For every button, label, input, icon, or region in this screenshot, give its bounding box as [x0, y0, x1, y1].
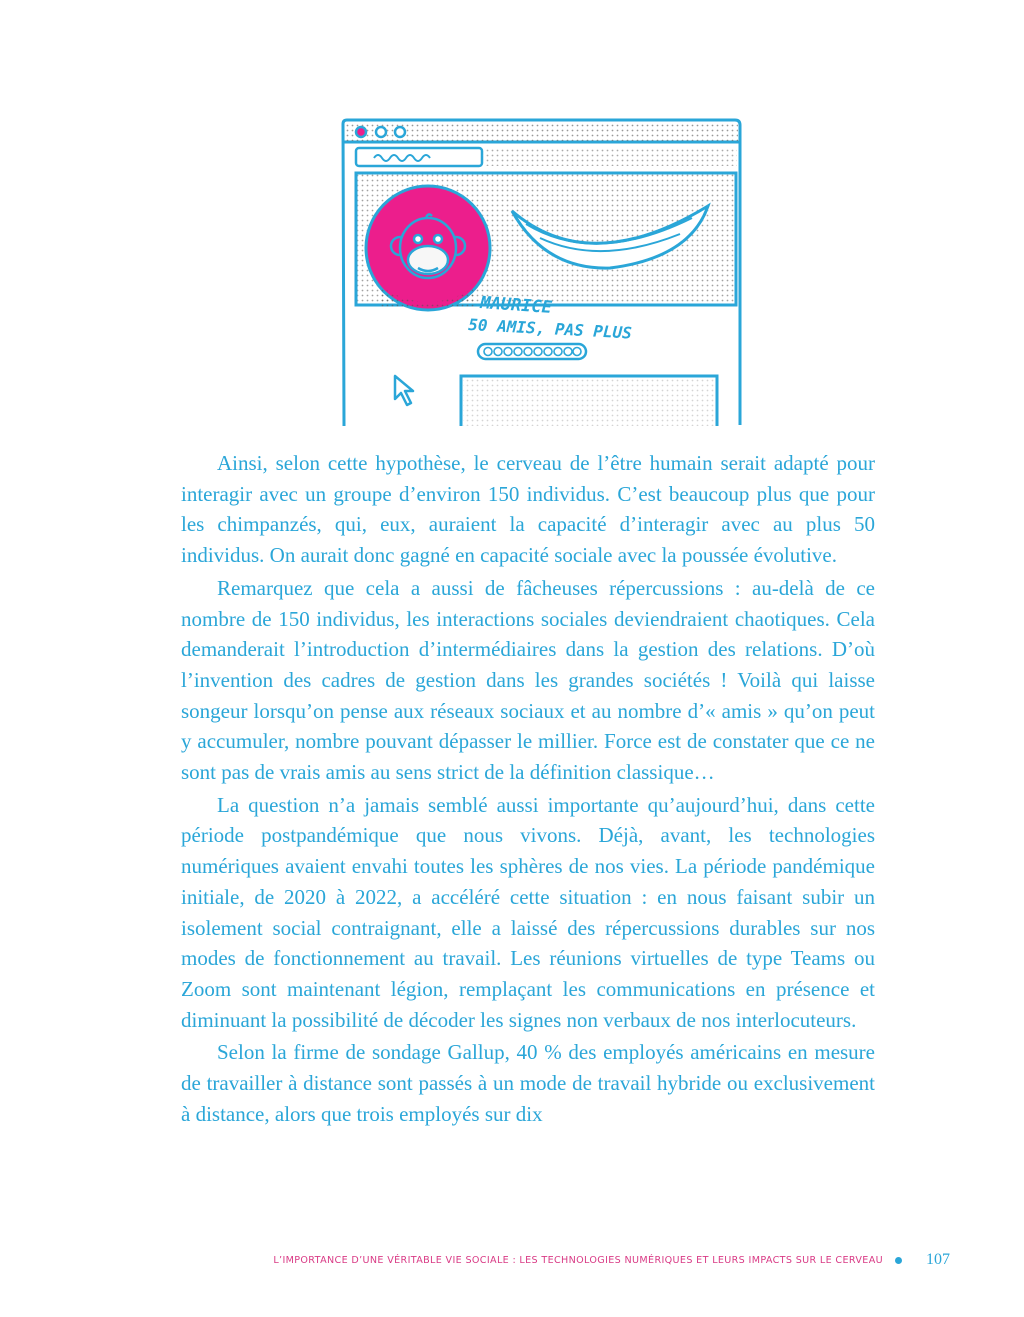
- window-close-dot: [356, 127, 366, 137]
- paragraph-2: Remarquez que cela a aussi de fâcheuses répercussions : au-delà de ce nombre de 150 individus, les interactions sociales deviendraient chaotiques. Cela demanderait l’introduction d’intermédiaires dans la gestion des relations. D’où l’invention des cadres de gestion dans les grandes sociétés ! Voilà qui laisse songeur lorsqu’on pense aux réseaux sociaux et au nombre d’« amis » qu’on peut y accumuler, nombre pouvant dépasser le millier. Force est de constater que ce ne sont pas de vrais amis au sens strict de la définition classique…: [181, 575, 875, 785]
- window-min-dot: [376, 127, 386, 137]
- browser-illustration: [330, 108, 750, 426]
- paragraph-1: Ainsi, selon cette hypothèse, le cerveau de l’être humain serait adapté pour interagir avec un groupe d’environ 150 individus. C’est beaucoup plus que pour les chimpanzés, qui, eux, auraient la capacité d’interagir avec au plus 50 individus. On aurait donc gagné en capacité sociale avec la poussée évolutive.: [181, 451, 875, 568]
- browser-window-drawing: [330, 108, 750, 426]
- footer-bullet-icon: [895, 1257, 902, 1264]
- profile-name: MAURICE: [479, 293, 553, 318]
- profile-caption: 50 AMIS, PAS PLUS: [467, 315, 633, 343]
- paragraph-3: La question n’a jamais semblé aussi importante qu’aujourd’hui, dans cette période postpandémique que nous vivons. Déjà, avant, les technologies numériques avaient envahi toutes les sphères de nos vies. La période pandémique initiale, de 2020 à 2022, a accéléré cette situation : en nous faisant subir un isolement social contraignant, elle a laissé des répercussions durables sur nos modes de fonctionnement au travail. Les réunions virtuelles de type Teams ou Zoom sont maintenant légion, remplaçant les communications en présence et diminuant la possibilité de décoder les signes non verbaux de nos interlocuteurs.: [181, 792, 875, 1032]
- running-head: L’IMPORTANCE D’UNE VÉRITABLE VIE SOCIALE : LES TECHNOLOGIES NUMÉRIQUES ET LEURS IMPACTS SUR LE CERVEAU: [273, 1254, 883, 1266]
- mouse-cursor-icon: [395, 376, 413, 405]
- page-footer: [180, 1250, 950, 1270]
- body-text: [181, 448, 875, 1129]
- window-max-dot: [395, 127, 405, 137]
- page-number: 107: [926, 1251, 950, 1268]
- paragraph-4: Selon la firme de sondage Gallup, 40 % des employés américains en mesure de travailler à distance sont passés à un mode de travail hybride ou exclusivement à distance, alors que trois employés sur dix: [181, 1040, 875, 1126]
